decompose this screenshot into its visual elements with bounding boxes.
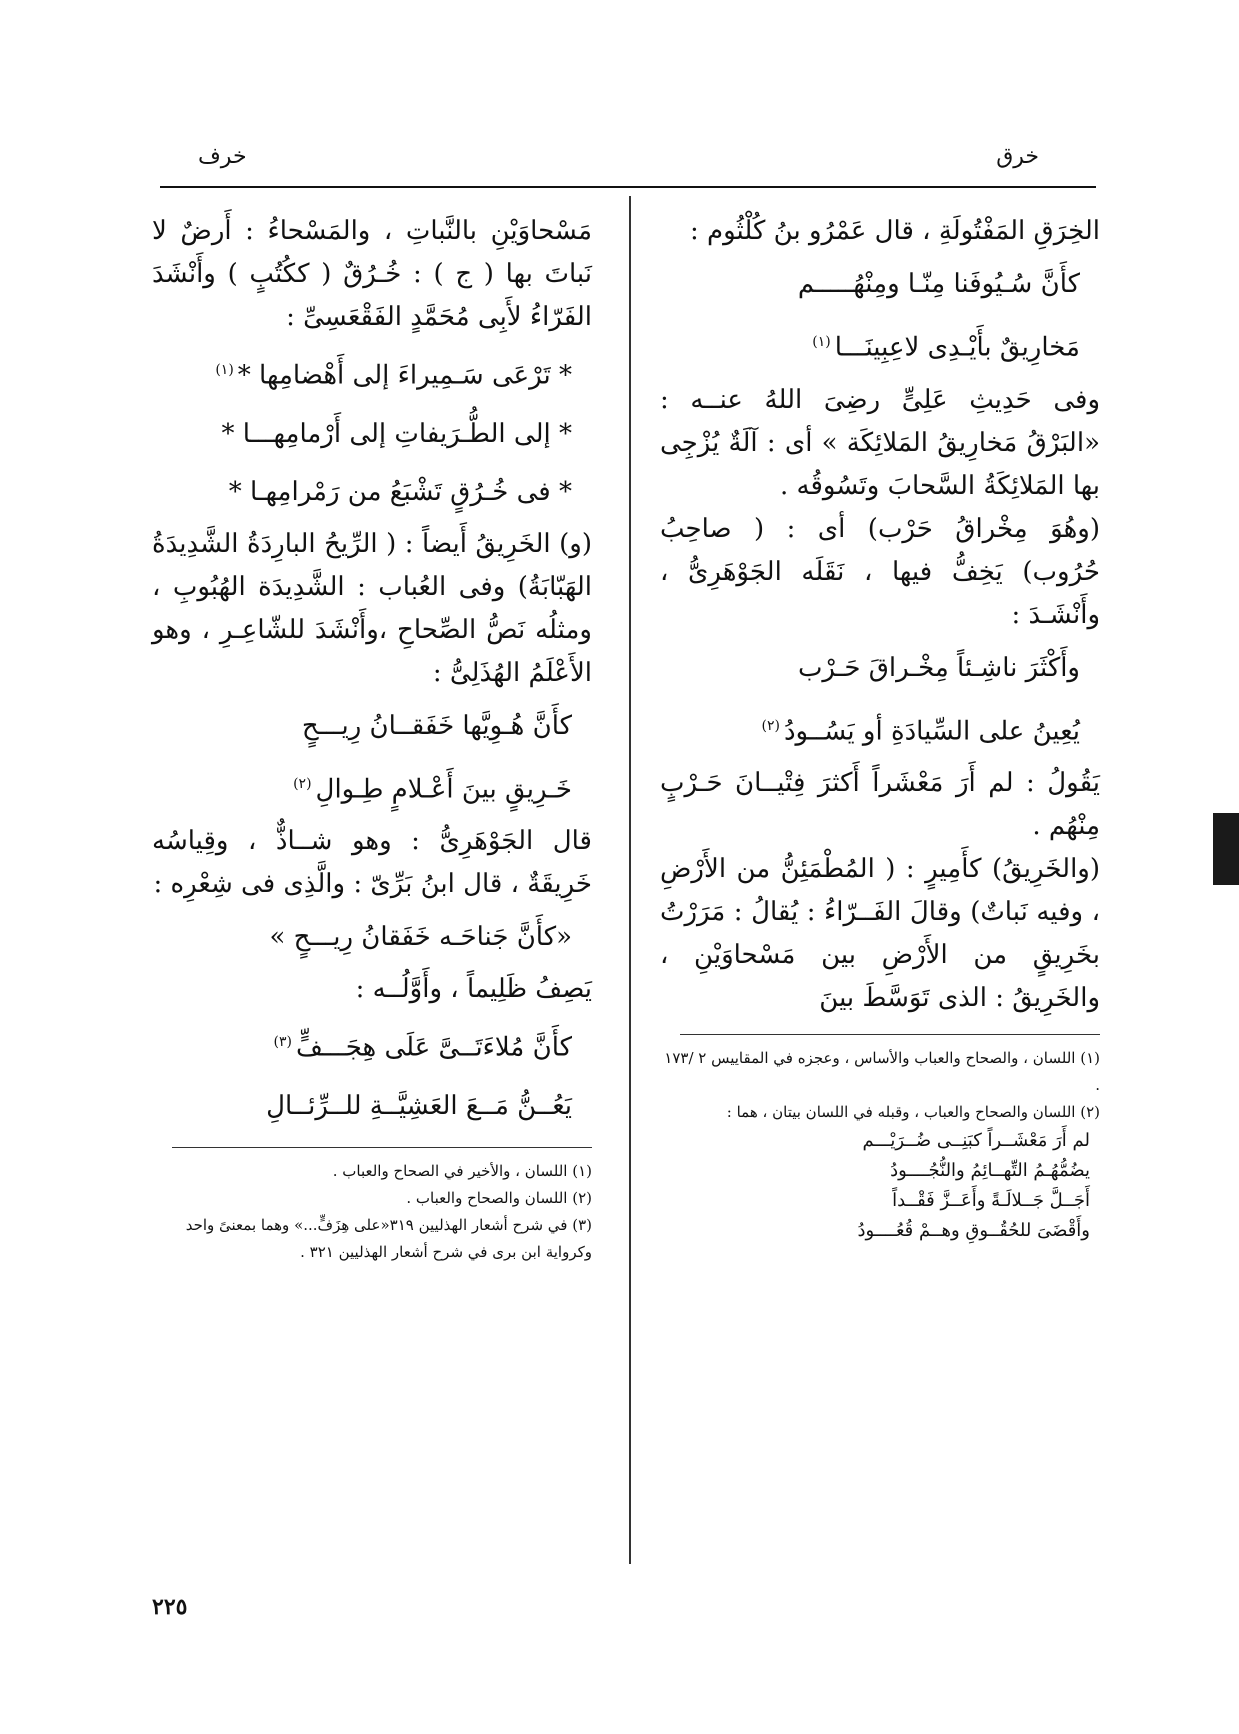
text-paragraph (152, 210, 592, 339)
line-text: يَقُولُ : لم أَرَ مَعْشَراً أَكثرَ فِتْيــانَ حَـرْبٍ مِنْهُم . (660, 768, 1100, 842)
verse-line (152, 407, 592, 461)
verse-line (152, 465, 592, 519)
footnote-verse: لم أَرَ مَعْشَــراً كبَنِــى ضُــرَيْـــم (862, 1130, 1090, 1152)
footnote: (١) اللسان ، والصحاح والعباب والأساس ، وعجزه في المقاييس ٢ /١٧٣ . (664, 1049, 1100, 1095)
line-text: (والخَرِيقُ) كأَمِيرٍ : ( المُطْمَئِنُّ من الأَرْضِ ، وفيه نَباتٌ) وقالَ الفَــرّاءُ : يُقالُ : مَرَرْتُ بخَرِيقٍ من الأَرْضِ بين مَسْحاوَيْنِ ، والخَرِيقُ : الذى تَوَسَّطَ بينَ (660, 854, 1100, 1014)
line-text: * إلى الطُّـرَيفاتِ إلى أَرْمامِهـــا * (221, 418, 572, 449)
line-text: مَسْحاوَيْنِ بالنَّباتِ ، والمَسْحاءُ : أَرضٌ لا نَباتَ بها ( ج ) : خُـرُقٌ ( ككُتُبٍ ) وأَنْشَدَ الفَرّاءُ لأَبِى مُحَمَّدٍ الفَقْعَسِىِّ : (152, 216, 592, 332)
right-column-footnotes (660, 1045, 1100, 1246)
right-column-body (660, 210, 1100, 1020)
left-column (152, 210, 592, 1266)
footnote-marker: (٣) (273, 1034, 292, 1051)
verse-line (660, 257, 1100, 311)
verse-line (152, 1015, 592, 1075)
text-paragraph (660, 508, 1100, 637)
page-header-left: خرف (198, 144, 247, 169)
footnote: (٣) في شرح أشعار الهذليين ٣١٩«على هِزَفٍّ...» وهما بمعنىً واحد وكرواية ابن برى في شرح أشعار الهذليين ٣٢١ . (185, 1215, 592, 1261)
page-edge-thumb-tab (1213, 813, 1239, 885)
line-text: * تَرْعَى سَـمِيراءَ إلى أَهْضامِها * (237, 360, 572, 391)
verse-line (152, 757, 592, 817)
line-text: يَعُــنُّ مَــعَ العَشِيَّــةِ للــرِّئــالِ (266, 1090, 572, 1121)
line-text: * فى خُـرُقٍ تَشْبَعُ من رَمْرامِهـا * (228, 476, 572, 507)
footnote-verse: وأَقْضَىَ للحُقُــوقِ وهــمْ قُعُــــودُ (857, 1220, 1090, 1242)
page-number: ٢٢٥ (152, 1594, 188, 1620)
text-paragraph (152, 820, 592, 906)
right-column (660, 210, 1100, 1246)
footnote: (١) اللسان ، والأخير في الصحاح والعباب . (332, 1161, 592, 1180)
text-paragraph (660, 762, 1100, 848)
footnote-rule (172, 1147, 592, 1148)
footnote-marker: (٢) (293, 775, 312, 792)
footnote-verse: يضُمُّهُـمُ التِّهــائِمُ والنُّجُــــودُ (890, 1160, 1090, 1182)
text-paragraph (660, 210, 1100, 253)
verse-line (660, 699, 1100, 759)
line-text: يَصِفُ ظَلِيماً ، وأَوَّلُــه : (355, 974, 592, 1005)
text-paragraph (660, 848, 1100, 1020)
text-paragraph (660, 379, 1100, 508)
line-text: مَخارِيقٌ بأَيْـدِى لاعِبِينَـــا (834, 332, 1080, 363)
line-text: الخِرَقِ المَفْتُولَةِ ، قال عَمْرُو بنُ كُلْثُوم : (690, 216, 1100, 246)
line-text: قال الجَوْهَرِىُّ : وهو شــاذٌّ ، وقِياسُه خَرِيقَةٌ ، قال ابنُ بَرِّىّ : والَّذِى فى شِعْرِه : (152, 826, 592, 900)
page-header-right: خرق (996, 144, 1039, 169)
line-text: «كأَنَّ جَناحَـه خَفَقانُ رِيـــحٍ » (269, 922, 572, 953)
line-text: كأَنَّ مُلاءَتَــىَّ عَلَى هِجَـــفٍّ (295, 1032, 572, 1063)
line-text: كأَنَّ هُـوِيَّها خَفَقــانُ رِيـــحٍ (301, 710, 572, 741)
verse-line (152, 699, 592, 753)
line-text: (و) الخَرِيقُ أَيضاً : ( الرِّيحُ البارِدَةُ الشَّدِيدَةُ الهَبّابَةُ) وفى العُباب : الشَّدِيدَة الهُبُوبِ ، ومثلُه نَصُّ الصِّحاحِ ،وأَنْشَدَ للشّاعِـرِ ، وهو الأَعْلَمُ الهُذَلِىُّ : (152, 528, 592, 688)
verse-line (660, 641, 1100, 695)
text-paragraph (152, 968, 592, 1011)
verse-line (152, 910, 592, 964)
text-paragraph (152, 523, 592, 695)
footnote: (٢) اللسان والصحاح والعباب ، وقبله في اللسان بيتان ، هما : (726, 1103, 1100, 1122)
line-text: خَـرِيقٍ بينَ أَعْـلامٍ طِـوالِ (315, 774, 572, 805)
column-divider (629, 196, 631, 1564)
verse-line (152, 1079, 592, 1133)
footnote-verse: أَجَــلَّ جَــلالَـةً وأَعَــزَّ فَقْــداً (892, 1190, 1090, 1212)
left-column-body (152, 210, 592, 1133)
header-rule (160, 186, 1096, 188)
line-text: (وهُوَ مِخْراقُ حَرْب) أى : ( صاحِبُ حُرُوب) يَخِفُّ فيها ، نَقَلَه الجَوْهَرِىُّ ، وأَنْشَـدَ : (660, 513, 1100, 630)
footnote-rule (680, 1034, 1100, 1035)
line-text: وفى حَدِيثِ عَلِىٍّ رضِىَ اللهُ عنــه : «البَرْقُ مَخارِيقُ المَلائِكَة » أى : آلَةٌ يُزْجِى بها المَلائِكَةُ السَّحابَ وتَسُوقُه . (660, 384, 1100, 501)
verse-line (152, 343, 592, 403)
line-text: يُعِينُ على السِّيادَةِ أو يَسُــودُ (783, 716, 1080, 747)
footnote-marker: (٢) (761, 717, 780, 734)
verse-line (660, 315, 1100, 375)
footnote-marker: (١) (812, 334, 831, 350)
footnote-marker: (١) (215, 362, 234, 378)
left-column-footnotes (152, 1158, 592, 1266)
footnote: (٢) اللسان والصحاح والعباب . (406, 1188, 592, 1207)
line-text: وأَكْثَرَ ناشِـئاً مِخْـراقَ حَـرْب (797, 652, 1080, 683)
line-text: كأَنَّ سُـيُوفَنا مِنّـا ومِنْهُـــــم (797, 269, 1080, 299)
